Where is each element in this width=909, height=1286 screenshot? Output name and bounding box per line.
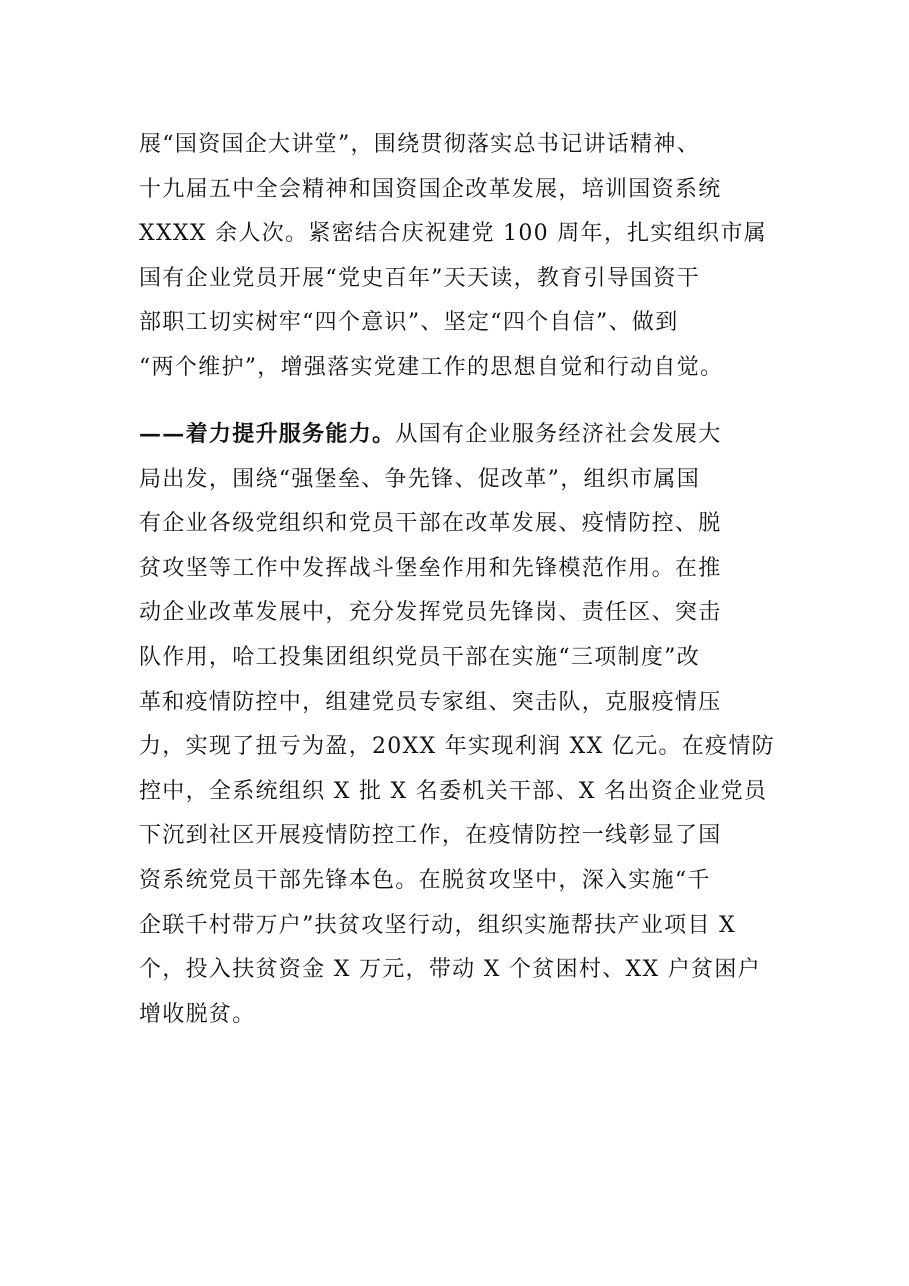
paragraph-line: 国有企业党员开展“党史百年”天天读，教育引导国资干 [139,265,700,291]
paragraph-party-education [139,123,775,391]
paragraph-line: 贫攻坚等工作中发挥战斗堡垒作用和先锋模范作用。在推 [139,555,722,581]
paragraph-line: 队作用，哈工投集团组织党员干部在实施“三项制度”改 [139,644,700,670]
paragraph-line-rest: 从国有企业服务经济社会发展大 [395,422,722,447]
paragraph-line: 增收脱贫。 [139,1001,256,1027]
paragraph-line: 企联千村带万户”扶贫攻坚行动，组织实施帮扶产业项目 X [139,912,737,938]
paragraph-line: 展“国资国企大讲堂”，围绕贯彻落实总书记讲话精神、 [139,132,700,157]
paragraph-service-capability [139,412,775,1037]
paragraph-line: 资系统党员干部先锋本色。在脱贫攻坚中，深入实施“千 [139,867,711,893]
paragraph-line: XXXX 余人次。紧密结合庆祝建党 100 周年，扎实组织市属 [139,221,767,247]
paragraph-line: 力，实现了扭亏为盈，20XX 年实现利润 XX 亿元。在疫情防 [139,734,775,760]
paragraph-line: 部职工切实树牢“四个意识”、坚定“四个自信”、做到 [139,310,679,336]
paragraph-line: 有企业各级党组织和党员干部在改革发展、疫情防控、脱 [139,511,722,537]
paragraph-line: 十九届五中全会精神和国资国企改革发展，培训国资系统 [139,176,722,202]
paragraph-line: 控中，全系统组织 X 批 X 名委机关干部、X 名出资企业党员 [139,778,768,804]
paragraph-line: 个，投入扶贫资金 X 万元，带动 X 个贫困村、XX 户贫困户 [139,957,761,983]
paragraph-line: “两个维护”，增强落实党建工作的思想自觉和行动自觉。 [139,354,724,380]
paragraph-line: 下沉到社区开展疫情防控工作，在疫情防控一线彰显了国 [139,823,722,849]
paragraph-line: 革和疫情防控中，组建党员专家组、突击队，克服疫情压 [139,689,722,715]
paragraph-first-line [139,412,775,458]
paragraph-line: 动企业改革发展中，充分发挥党员先锋岗、责任区、突击 [139,600,722,626]
paragraph-line: 局出发，围绕“强堡垒、争先锋、促改革”，组织市属国 [139,466,700,492]
section-heading: ——着力提升服务能力。 [139,421,396,447]
